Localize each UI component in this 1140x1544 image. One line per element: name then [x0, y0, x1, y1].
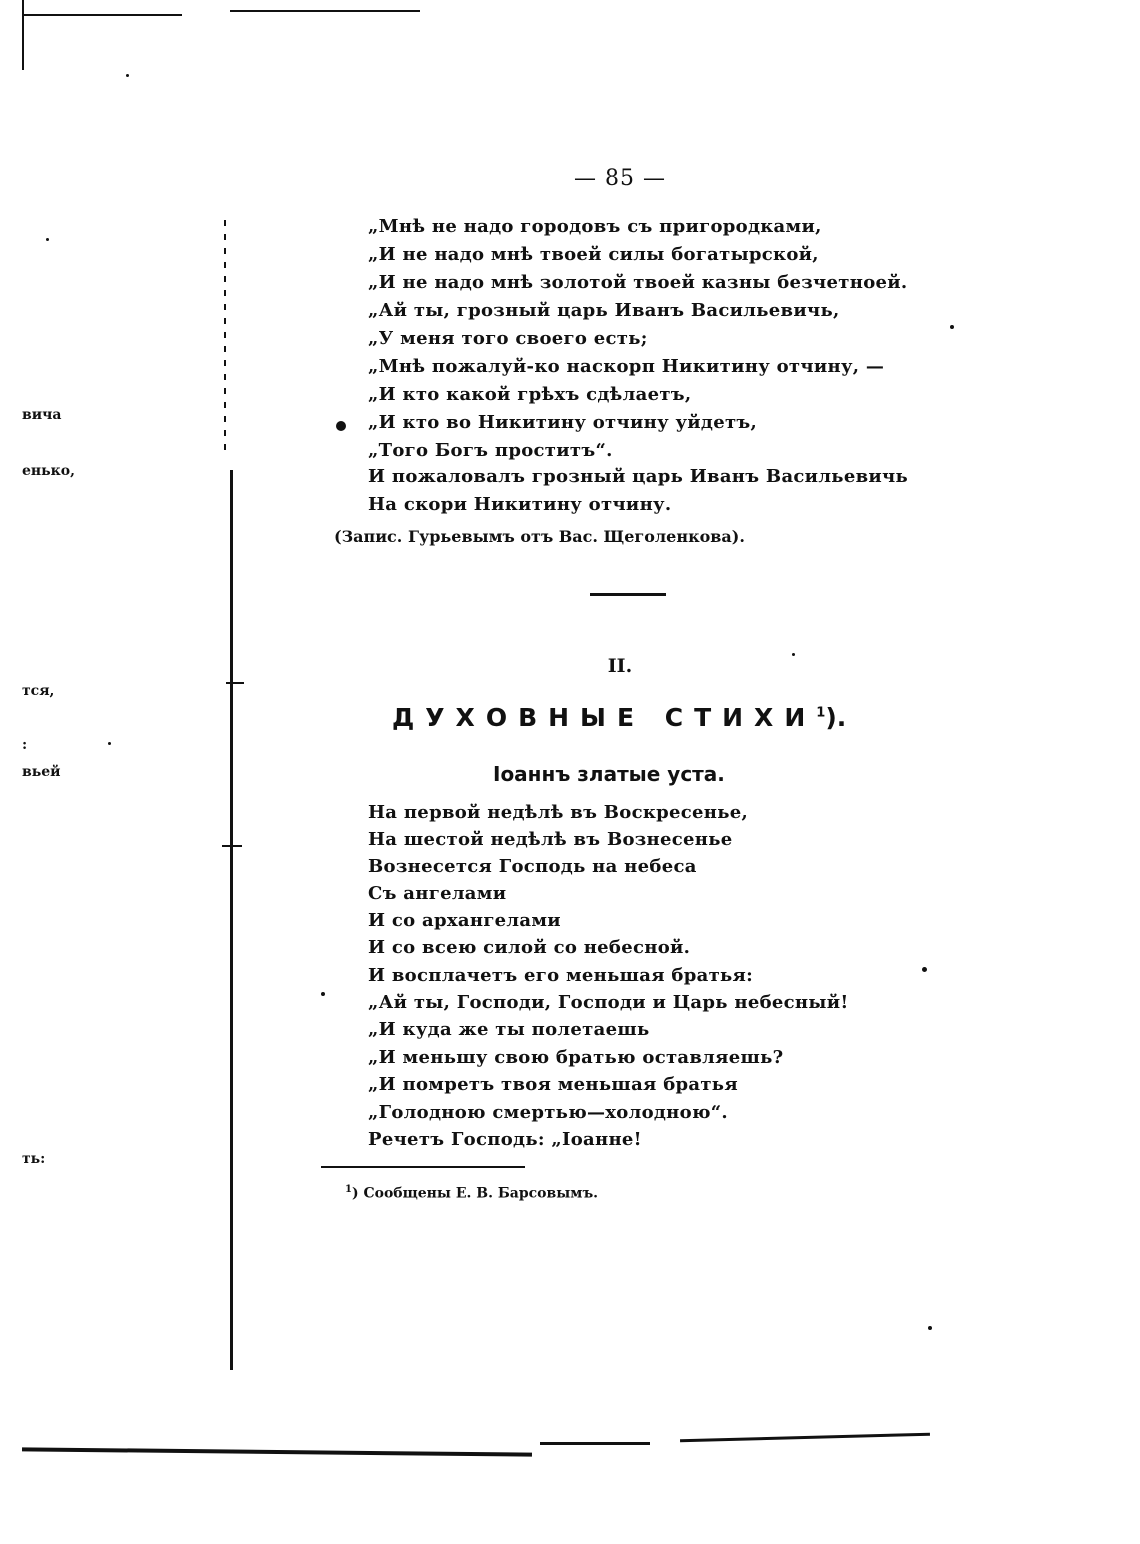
speck [46, 238, 49, 241]
poem-line: „Голодною смертью—холодною“. [368, 1102, 728, 1123]
speck [928, 1326, 932, 1330]
scan-edge-bottom-right [680, 1433, 930, 1443]
scan-edge-bottom-mid [540, 1442, 650, 1445]
verse-line: „И кто какой грѣхъ сдѣлаетъ, [368, 384, 692, 405]
margin-fragment: тся, [22, 683, 55, 699]
verse-line: На скори Никитину отчину. [368, 494, 672, 515]
footnote-divider [321, 1166, 525, 1168]
verse-line: „И не надо мнѣ твоей силы богатырской, [368, 244, 819, 265]
section-number: II. [607, 655, 633, 677]
margin-fragment: вича [22, 407, 62, 423]
scan-gutter-tick-2 [222, 845, 242, 847]
verse-line: „Ай ты, грозный царь Иванъ Васильевичь, [368, 300, 840, 321]
verse-line: И пожаловалъ грозный царь Иванъ Васильевичь [368, 466, 909, 487]
poem-title: Іоаннъ златые уста. [493, 762, 725, 786]
footnote-reference: 1 [816, 705, 826, 721]
scan-edge-left [22, 0, 24, 70]
poem-line: На первой недѣлѣ въ Воскресенье, [368, 802, 749, 823]
scan-gutter-dashes [224, 220, 226, 450]
poem-line: Вознесется Господь на небеса [368, 856, 697, 877]
poem-line: „И куда же ты полетаешь [368, 1019, 650, 1040]
margin-fragment: вьей [22, 764, 61, 780]
speck [126, 74, 129, 77]
verse-line: „Мнѣ не надо городовъ съ пригородками, [368, 216, 822, 237]
page-number: — 85 — [574, 166, 666, 191]
scan-gutter-line [230, 470, 233, 1370]
footnote [345, 1184, 598, 1202]
verse-line: „Мнѣ пожалуй-ко наскорп Никитину отчину, — [368, 356, 885, 377]
scan-edge-top-right [230, 10, 420, 12]
poem-line: И восплачетъ его меньшая братья: [368, 965, 754, 986]
poem-line: „И помретъ твоя меньшая братья [368, 1074, 738, 1095]
footnote-text: ) Сообщены Е. В. Барсовымъ. [351, 1185, 599, 1202]
verse-line: „И не надо мнѣ золотой твоей казны безчетноей. [368, 272, 908, 293]
section-title [392, 703, 846, 732]
scan-edge-bottom [22, 1447, 532, 1456]
scan-gutter-tick-1 [226, 682, 244, 684]
section-title-closing: ). [825, 703, 847, 732]
margin-fragment: енько, [22, 463, 75, 479]
speck [321, 992, 325, 996]
speck [108, 742, 111, 745]
speck [922, 967, 927, 972]
margin-fragment: : [22, 737, 28, 753]
margin-fragment: ть: [22, 1151, 46, 1167]
poem-line: На шестой недѣлѣ въ Вознесенье [368, 829, 733, 850]
poem-line: „Ай ты, Господи, Господи и Царь небесный! [368, 992, 849, 1013]
speck [792, 653, 795, 656]
poem-line: Съ ангелами [368, 883, 507, 904]
section-title-text: ДУХОВНЫЕ СТИХИ [392, 703, 817, 732]
speck [950, 325, 954, 329]
footnote-marker: 1 [345, 1184, 352, 1195]
bullet-mark [336, 421, 346, 431]
poem-line: „И меньшу свою братью оставляешь? [368, 1047, 784, 1068]
poem-line: И со всею силой со небесной. [368, 937, 691, 958]
scan-edge-top [22, 14, 182, 16]
section-divider [590, 593, 666, 596]
poem-line: Речетъ Господь: „Іоанне! [368, 1129, 642, 1150]
verse-line: „У меня того своего есть; [368, 328, 648, 349]
poem-line: И со архангелами [368, 910, 561, 931]
verse-line: „И кто во Никитину отчину уйдетъ, [368, 412, 758, 433]
attribution: (Запис. Гурьевымъ отъ Вас. Щеголенкова). [334, 527, 745, 546]
verse-line: „Того Богъ проститъ“. [368, 440, 613, 461]
